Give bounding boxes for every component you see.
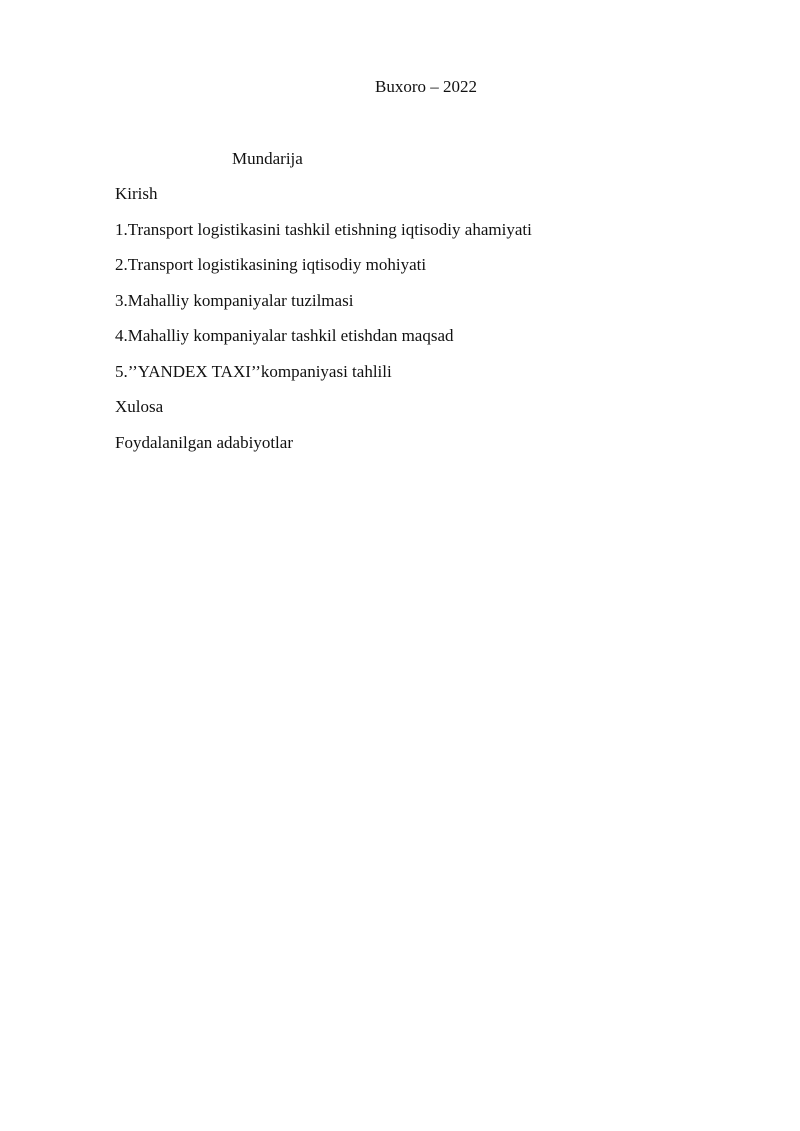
toc-item-4: 4.Mahalliy kompaniyalar tashkil etishdan maqsad [115, 326, 454, 345]
toc-item-1: 1.Transport logistikasini tashkil etishning iqtisodiy ahamiyati [115, 219, 532, 239]
toc-item-adabiyotlar: Foydalanilgan adabiyotlar [115, 432, 293, 452]
toc-item-5: 5.’’YANDEX TAXI’’kompaniyasi tahlili [115, 361, 392, 381]
toc-item-3: 3.Mahalliy kompaniyalar tuzilmasi [115, 290, 354, 310]
toc-item-xulosa: Xulosa [115, 397, 164, 416]
table-of-contents [115, 184, 532, 468]
toc-item-2: 2.Transport logistikasining iqtisodiy mohiyati [115, 255, 427, 274]
toc-title: Mundarija [232, 149, 303, 168]
city-year-line: Buxoro – 2022 [375, 77, 477, 96]
toc-item-kirish: Kirish [115, 184, 158, 203]
